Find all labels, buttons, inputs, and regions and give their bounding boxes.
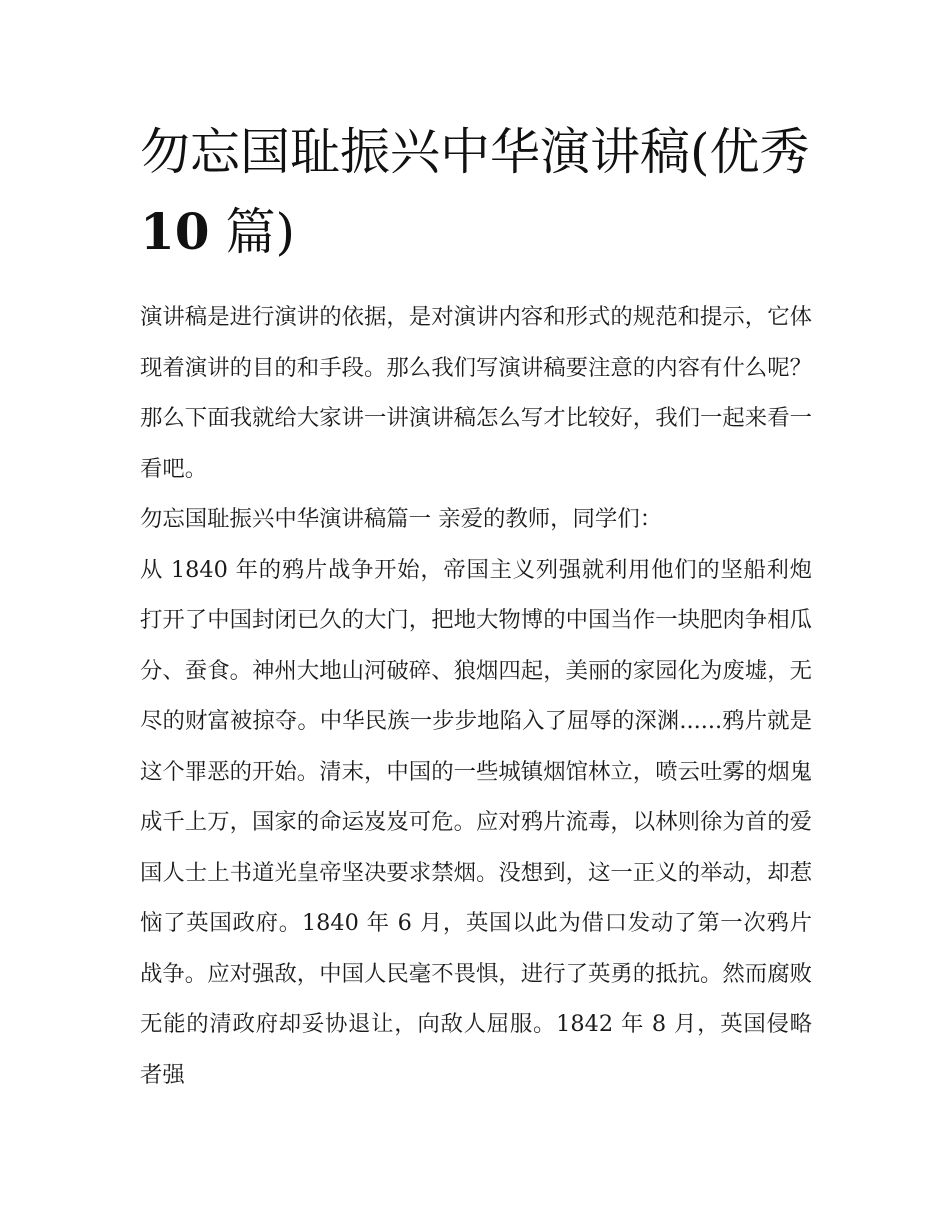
paragraph-intro: 演讲稿是进行演讲的依据，是对演讲内容和形式的规范和提示，它体现着演讲的目的和手段。那么我们写演讲稿要注意的内容有什么呢？那么下面我就给大家讲一讲演讲稿怎么写才比较好，我们一起来看一看吧。 (140, 304, 812, 482)
title-text: 勿忘国耻振兴中华演讲稿(优秀 (140, 123, 810, 181)
paragraph-heading: 勿忘国耻振兴中华演讲稿篇一 亲爱的教师，同学们： (140, 506, 663, 532)
title-number: 10 (140, 202, 210, 261)
document-body (140, 292, 812, 1100)
title-suffix: 篇) (209, 203, 295, 261)
document-title (140, 112, 812, 272)
document-page (140, 112, 812, 1100)
paragraph-main: 从 1840 年的鸦片战争开始，帝国主义列强就利用他们的坚船利炮打开了中国封闭已久的大门，把地大物博的中国当作一块肥肉争相瓜分、蚕食。神州大地山河破碎、狼烟四起，美丽的家园化为废墟，无尽的财富被掠夺。中华民族一步步地陷入了屈辱的深渊......鸦片就是这个罪恶的开始。清末，中国的一些城镇烟馆林立，喷云吐雾的烟鬼成千上万，国家的命运岌岌可危。应对鸦片流毒，以林则徐为首的爱国人士上书道光皇帝坚决要求禁烟。没想到，这一正义的举动，却惹恼了英国政府。1840 年 6 月，英国以此为借口发动了第一次鸦片战争。应对强敌，中国人民毫不畏惧，进行了英勇的抵抗。然而腐败无能的清政府却妥协退让，向敌人屈服。1842 年 8 月，英国侵略者强 (140, 556, 812, 1088)
